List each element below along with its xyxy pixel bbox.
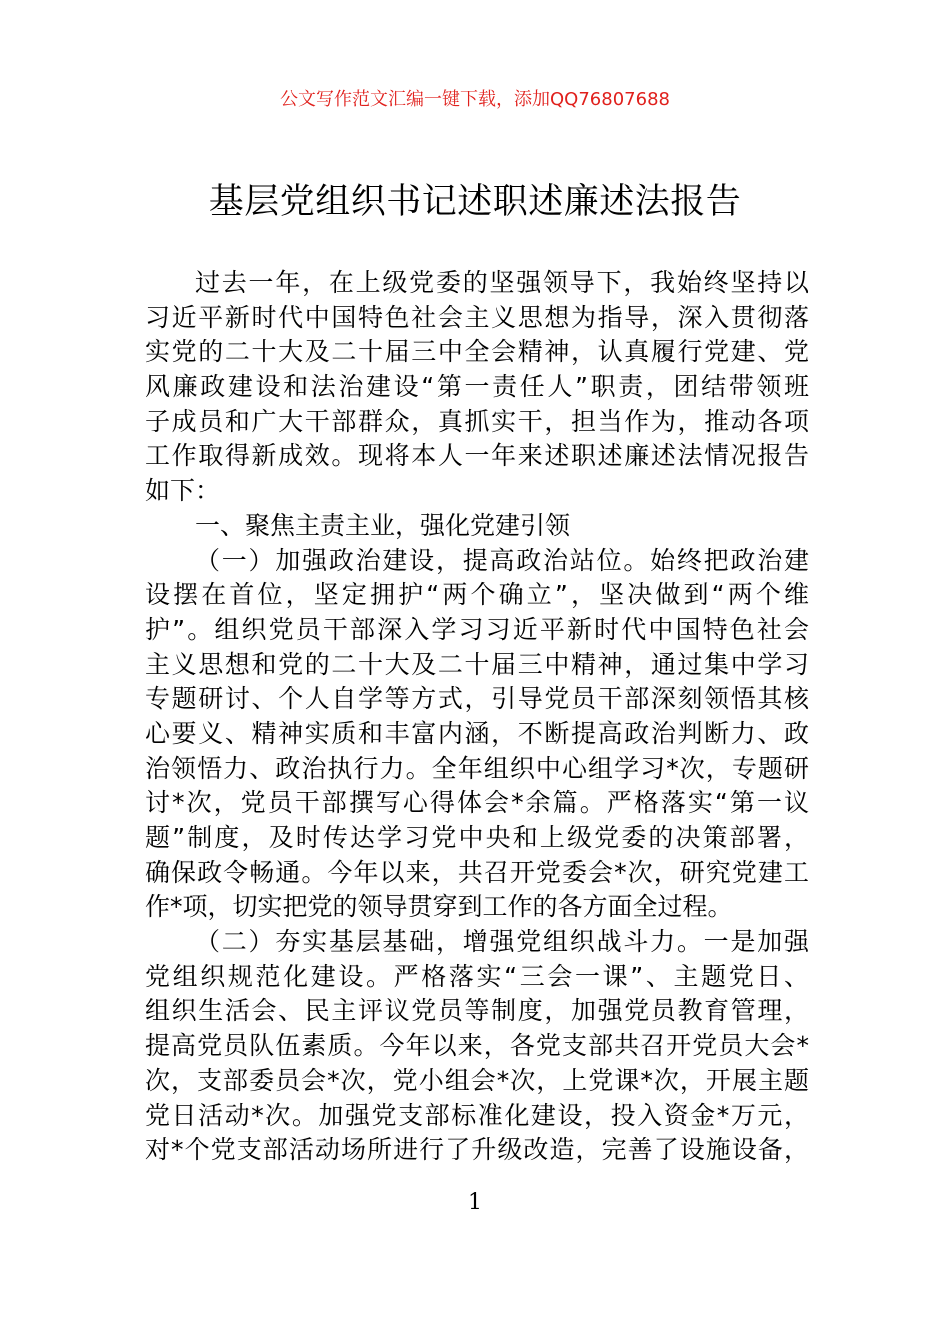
text-line: 设摆在首位，坚定拥护“两个确立”，坚决做到“两个维 xyxy=(145,580,809,610)
document-title: 基层党组织书记述职述廉述法报告 xyxy=(208,182,742,222)
text-line: 护”。组织党员干部深入学习习近平新时代中国特色社会 xyxy=(145,614,809,644)
text-line: 工作取得新成效。现将本人一年来述职述廉述法情况报告 xyxy=(145,441,809,471)
text-line: 党日活动*次。加强党支部标准化建设，投入资金*万元， xyxy=(145,1100,809,1130)
text-line: 如下： xyxy=(145,476,221,506)
document-body xyxy=(145,266,809,1168)
text-line: 心要义、精神实质和丰富内涵，不断提高政治判断力、政 xyxy=(145,718,809,748)
text-line: （二）夯实基层基础，增强党组织战斗力。一是加强 xyxy=(195,927,809,957)
text-line: 组织生活会、民主评议党员等制度，加强党员教育管理， xyxy=(145,996,809,1026)
text-line: 讨*次，党员干部撰写心得体会*余篇。严格落实“第一议 xyxy=(145,788,809,818)
text-line: 治领悟力、政治执行力。全年组织中心组学习*次，专题研 xyxy=(145,753,809,783)
text-line: （一）加强政治建设，提高政治站位。始终把政治建 xyxy=(195,545,809,575)
page-number: 1 xyxy=(468,1190,482,1215)
text-line: 提高党员队伍素质。今年以来，各党支部共召开党员大会* xyxy=(145,1031,809,1061)
text-line: 习近平新时代中国特色社会主义思想为指导，深入贯彻落 xyxy=(145,302,809,332)
text-line: 党组织规范化建设。严格落实“三会一课”、主题党日、 xyxy=(145,961,809,991)
text-line: 过去一年，在上级党委的坚强领导下，我始终坚持以 xyxy=(195,268,809,297)
text-line: 作*项，切实把党的领导贯穿到工作的各方面全过程。 xyxy=(145,892,733,922)
text-line: 一、聚焦主责主业，强化党建引领 xyxy=(195,510,571,540)
text-line: 对*个党支部活动场所进行了升级改造，完善了设施设备， xyxy=(145,1135,809,1165)
text-line: 题”制度，及时传达学习党中央和上级党委的决策部署， xyxy=(145,823,809,852)
download-notice: 公文写作范文汇编一键下载，添加QQ76807688 xyxy=(280,89,670,110)
text-line: 专题研讨、个人自学等方式，引导党员干部深刻领悟其核 xyxy=(145,684,809,714)
text-line: 确保政令畅通。今年以来，共召开党委会*次，研究党建工 xyxy=(145,857,809,887)
text-line: 风廉政建设和法治建设“第一责任人”职责，团结带领班 xyxy=(145,372,809,402)
text-line: 实党的二十大及二十届三中全会精神，认真履行党建、党 xyxy=(145,337,809,367)
text-line: 主义思想和党的二十大及二十届三中精神，通过集中学习 xyxy=(145,649,809,679)
text-line: 子成员和广大干部群众，真抓实干，担当作为，推动各项 xyxy=(145,406,809,436)
text-line: 次，支部委员会*次，党小组会*次，上党课*次，开展主题 xyxy=(145,1065,809,1095)
